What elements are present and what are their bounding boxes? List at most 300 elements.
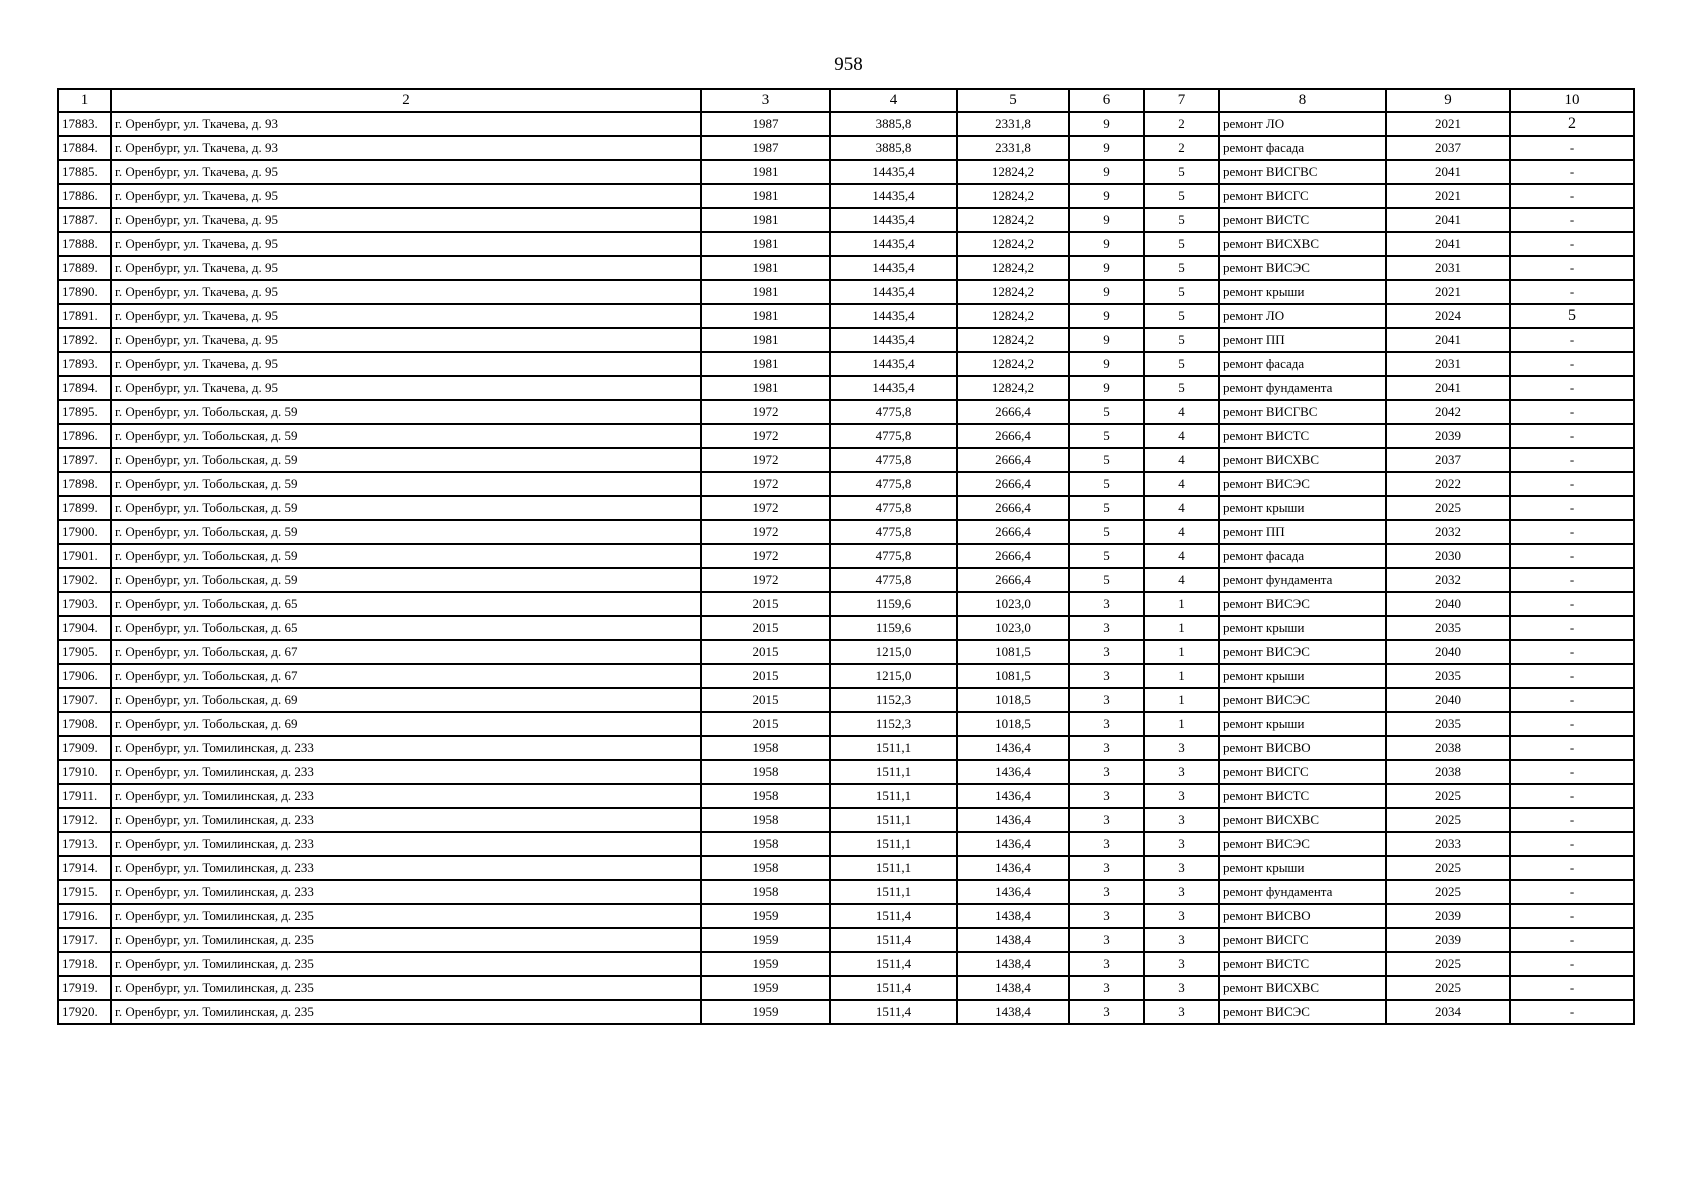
work-type-cell: ремонт ВИСЭС <box>1219 688 1386 712</box>
work-type-cell: ремонт ВИСХВС <box>1219 448 1386 472</box>
year-cell: 1987 <box>701 112 830 136</box>
address-cell: г. Оренбург, ул. Тобольская, д. 59 <box>111 520 701 544</box>
planned-year-cell: 2021 <box>1386 280 1510 304</box>
table-row <box>58 400 1634 424</box>
table-row <box>58 232 1634 256</box>
total-area-cell: 1511,1 <box>830 808 957 832</box>
living-area-cell: 2331,8 <box>957 112 1069 136</box>
column-10-cell: - <box>1510 832 1634 856</box>
total-area-cell: 14435,4 <box>830 304 957 328</box>
total-area-cell: 1511,4 <box>830 1000 957 1024</box>
year-cell: 1958 <box>701 808 830 832</box>
year-cell: 1981 <box>701 232 830 256</box>
total-area-cell: 4775,8 <box>830 400 957 424</box>
entrances-cell: 1 <box>1144 640 1219 664</box>
year-cell: 1981 <box>701 160 830 184</box>
entrances-cell: 3 <box>1144 904 1219 928</box>
row-number: 17915. <box>58 880 111 904</box>
work-type-cell: ремонт фундамента <box>1219 568 1386 592</box>
total-area-cell: 14435,4 <box>830 280 957 304</box>
living-area-cell: 2331,8 <box>957 136 1069 160</box>
entrances-cell: 5 <box>1144 304 1219 328</box>
floors-cell: 3 <box>1069 976 1144 1000</box>
living-area-cell: 1436,4 <box>957 856 1069 880</box>
header-row <box>58 89 1634 112</box>
floors-cell: 3 <box>1069 784 1144 808</box>
living-area-cell: 12824,2 <box>957 160 1069 184</box>
planned-year-cell: 2025 <box>1386 880 1510 904</box>
row-number: 17895. <box>58 400 111 424</box>
address-cell: г. Оренбург, ул. Ткачева, д. 95 <box>111 376 701 400</box>
work-type-cell: ремонт крыши <box>1219 712 1386 736</box>
total-area-cell: 1511,1 <box>830 856 957 880</box>
entrances-cell: 4 <box>1144 544 1219 568</box>
year-cell: 1972 <box>701 544 830 568</box>
year-cell: 2015 <box>701 688 830 712</box>
table-row <box>58 184 1634 208</box>
planned-year-cell: 2039 <box>1386 928 1510 952</box>
address-cell: г. Оренбург, ул. Тобольская, д. 59 <box>111 400 701 424</box>
table-row <box>58 304 1634 328</box>
year-cell: 1958 <box>701 736 830 760</box>
work-type-cell: ремонт крыши <box>1219 856 1386 880</box>
table-row <box>58 520 1634 544</box>
entrances-cell: 3 <box>1144 832 1219 856</box>
work-type-cell: ремонт ВИСЭС <box>1219 592 1386 616</box>
planned-year-cell: 2040 <box>1386 688 1510 712</box>
floors-cell: 3 <box>1069 616 1144 640</box>
address-cell: г. Оренбург, ул. Томилинская, д. 233 <box>111 880 701 904</box>
planned-year-cell: 2041 <box>1386 376 1510 400</box>
column-10-cell: - <box>1510 880 1634 904</box>
living-area-cell: 1436,4 <box>957 880 1069 904</box>
total-area-cell: 4775,8 <box>830 520 957 544</box>
address-cell: г. Оренбург, ул. Тобольская, д. 59 <box>111 472 701 496</box>
table-row <box>58 544 1634 568</box>
planned-year-cell: 2032 <box>1386 520 1510 544</box>
living-area-cell: 12824,2 <box>957 256 1069 280</box>
column-10-cell: - <box>1510 736 1634 760</box>
planned-year-cell: 2025 <box>1386 976 1510 1000</box>
row-number: 17894. <box>58 376 111 400</box>
table-row <box>58 424 1634 448</box>
table-row <box>58 664 1634 688</box>
year-cell: 1958 <box>701 784 830 808</box>
year-cell: 1972 <box>701 496 830 520</box>
table-row <box>58 976 1634 1000</box>
entrances-cell: 5 <box>1144 280 1219 304</box>
planned-year-cell: 2025 <box>1386 496 1510 520</box>
total-area-cell: 1215,0 <box>830 664 957 688</box>
planned-year-cell: 2024 <box>1386 304 1510 328</box>
table-row <box>58 880 1634 904</box>
year-cell: 2015 <box>701 592 830 616</box>
work-type-cell: ремонт фасада <box>1219 136 1386 160</box>
page-number: 958 <box>834 54 863 75</box>
entrances-cell: 1 <box>1144 688 1219 712</box>
column-10-cell: - <box>1510 904 1634 928</box>
entrances-cell: 4 <box>1144 568 1219 592</box>
total-area-cell: 4775,8 <box>830 424 957 448</box>
planned-year-cell: 2033 <box>1386 832 1510 856</box>
total-area-cell: 1511,1 <box>830 832 957 856</box>
total-area-cell: 14435,4 <box>830 184 957 208</box>
column-header: 8 <box>1219 89 1386 112</box>
row-number: 17901. <box>58 544 111 568</box>
living-area-cell: 2666,4 <box>957 568 1069 592</box>
work-type-cell: ремонт ЛО <box>1219 112 1386 136</box>
entrances-cell: 4 <box>1144 472 1219 496</box>
living-area-cell: 2666,4 <box>957 448 1069 472</box>
living-area-cell: 1436,4 <box>957 784 1069 808</box>
living-area-cell: 12824,2 <box>957 280 1069 304</box>
column-10-cell: - <box>1510 472 1634 496</box>
year-cell: 1972 <box>701 400 830 424</box>
planned-year-cell: 2021 <box>1386 112 1510 136</box>
address-cell: г. Оренбург, ул. Томилинская, д. 233 <box>111 784 701 808</box>
living-area-cell: 1081,5 <box>957 640 1069 664</box>
entrances-cell: 3 <box>1144 976 1219 1000</box>
year-cell: 1981 <box>701 376 830 400</box>
total-area-cell: 1511,1 <box>830 760 957 784</box>
row-number: 17907. <box>58 688 111 712</box>
column-10-cell: 2 <box>1510 112 1634 136</box>
table-row <box>58 712 1634 736</box>
living-area-cell: 12824,2 <box>957 232 1069 256</box>
entrances-cell: 3 <box>1144 880 1219 904</box>
floors-cell: 5 <box>1069 424 1144 448</box>
row-number: 17885. <box>58 160 111 184</box>
column-10-cell: - <box>1510 664 1634 688</box>
address-cell: г. Оренбург, ул. Тобольская, д. 67 <box>111 640 701 664</box>
column-10-cell: - <box>1510 952 1634 976</box>
work-type-cell: ремонт ВИСТС <box>1219 952 1386 976</box>
year-cell: 1981 <box>701 352 830 376</box>
floors-cell: 5 <box>1069 544 1144 568</box>
row-number: 17896. <box>58 424 111 448</box>
work-type-cell: ремонт ПП <box>1219 520 1386 544</box>
entrances-cell: 1 <box>1144 592 1219 616</box>
planned-year-cell: 2039 <box>1386 424 1510 448</box>
planned-year-cell: 2031 <box>1386 256 1510 280</box>
entrances-cell: 3 <box>1144 856 1219 880</box>
address-cell: г. Оренбург, ул. Ткачева, д. 95 <box>111 232 701 256</box>
column-10-cell: - <box>1510 208 1634 232</box>
floors-cell: 3 <box>1069 712 1144 736</box>
total-area-cell: 14435,4 <box>830 232 957 256</box>
total-area-cell: 4775,8 <box>830 472 957 496</box>
living-area-cell: 1438,4 <box>957 952 1069 976</box>
column-10-cell: - <box>1510 712 1634 736</box>
planned-year-cell: 2032 <box>1386 568 1510 592</box>
total-area-cell: 1152,3 <box>830 688 957 712</box>
work-type-cell: ремонт крыши <box>1219 496 1386 520</box>
total-area-cell: 4775,8 <box>830 448 957 472</box>
work-type-cell: ремонт ВИСЭС <box>1219 832 1386 856</box>
address-cell: г. Оренбург, ул. Томилинская, д. 235 <box>111 952 701 976</box>
floors-cell: 5 <box>1069 448 1144 472</box>
column-10-cell: - <box>1510 376 1634 400</box>
column-10-cell: - <box>1510 496 1634 520</box>
living-area-cell: 2666,4 <box>957 472 1069 496</box>
floors-cell: 3 <box>1069 880 1144 904</box>
floors-cell: 3 <box>1069 952 1144 976</box>
total-area-cell: 3885,8 <box>830 112 957 136</box>
floors-cell: 3 <box>1069 928 1144 952</box>
year-cell: 1972 <box>701 568 830 592</box>
work-type-cell: ремонт ВИСГС <box>1219 928 1386 952</box>
floors-cell: 9 <box>1069 280 1144 304</box>
table-row <box>58 616 1634 640</box>
table-row <box>58 640 1634 664</box>
address-cell: г. Оренбург, ул. Томилинская, д. 233 <box>111 832 701 856</box>
entrances-cell: 3 <box>1144 784 1219 808</box>
column-header: 9 <box>1386 89 1510 112</box>
total-area-cell: 1215,0 <box>830 640 957 664</box>
column-10-cell: - <box>1510 760 1634 784</box>
entrances-cell: 5 <box>1144 352 1219 376</box>
table-row <box>58 280 1634 304</box>
living-area-cell: 1018,5 <box>957 688 1069 712</box>
entrances-cell: 1 <box>1144 712 1219 736</box>
floors-cell: 9 <box>1069 256 1144 280</box>
living-area-cell: 1438,4 <box>957 904 1069 928</box>
table-row <box>58 928 1634 952</box>
year-cell: 2015 <box>701 664 830 688</box>
column-10-cell: - <box>1510 544 1634 568</box>
table-row <box>58 952 1634 976</box>
entrances-cell: 4 <box>1144 400 1219 424</box>
planned-year-cell: 2035 <box>1386 664 1510 688</box>
floors-cell: 3 <box>1069 832 1144 856</box>
living-area-cell: 12824,2 <box>957 184 1069 208</box>
entrances-cell: 4 <box>1144 424 1219 448</box>
total-area-cell: 1159,6 <box>830 616 957 640</box>
year-cell: 1972 <box>701 472 830 496</box>
row-number: 17903. <box>58 592 111 616</box>
floors-cell: 9 <box>1069 112 1144 136</box>
address-cell: г. Оренбург, ул. Томилинская, д. 235 <box>111 928 701 952</box>
living-area-cell: 1438,4 <box>957 928 1069 952</box>
row-number: 17913. <box>58 832 111 856</box>
work-type-cell: ремонт ПП <box>1219 328 1386 352</box>
floors-cell: 3 <box>1069 808 1144 832</box>
work-type-cell: ремонт фундамента <box>1219 880 1386 904</box>
planned-year-cell: 2038 <box>1386 760 1510 784</box>
total-area-cell: 1511,4 <box>830 952 957 976</box>
row-number: 17889. <box>58 256 111 280</box>
floors-cell: 9 <box>1069 304 1144 328</box>
entrances-cell: 5 <box>1144 208 1219 232</box>
planned-year-cell: 2021 <box>1386 184 1510 208</box>
planned-year-cell: 2025 <box>1386 856 1510 880</box>
address-cell: г. Оренбург, ул. Тобольская, д. 59 <box>111 496 701 520</box>
year-cell: 1981 <box>701 280 830 304</box>
row-number: 17920. <box>58 1000 111 1024</box>
entrances-cell: 3 <box>1144 1000 1219 1024</box>
work-type-cell: ремонт фасада <box>1219 544 1386 568</box>
floors-cell: 3 <box>1069 664 1144 688</box>
table-row <box>58 736 1634 760</box>
column-10-cell: - <box>1510 568 1634 592</box>
row-number: 17908. <box>58 712 111 736</box>
row-number: 17890. <box>58 280 111 304</box>
year-cell: 1959 <box>701 904 830 928</box>
column-10-cell: - <box>1510 592 1634 616</box>
address-cell: г. Оренбург, ул. Ткачева, д. 95 <box>111 352 701 376</box>
row-number: 17916. <box>58 904 111 928</box>
address-cell: г. Оренбург, ул. Ткачева, д. 95 <box>111 208 701 232</box>
work-type-cell: ремонт ВИСВО <box>1219 904 1386 928</box>
floors-cell: 9 <box>1069 136 1144 160</box>
entrances-cell: 3 <box>1144 760 1219 784</box>
entrances-cell: 5 <box>1144 376 1219 400</box>
row-number: 17906. <box>58 664 111 688</box>
column-header: 2 <box>111 89 701 112</box>
row-number: 17910. <box>58 760 111 784</box>
living-area-cell: 12824,2 <box>957 328 1069 352</box>
address-cell: г. Оренбург, ул. Томилинская, д. 233 <box>111 808 701 832</box>
column-10-cell: - <box>1510 136 1634 160</box>
work-type-cell: ремонт ВИСТС <box>1219 424 1386 448</box>
work-type-cell: ремонт ВИСТС <box>1219 784 1386 808</box>
year-cell: 2015 <box>701 640 830 664</box>
column-10-cell: - <box>1510 160 1634 184</box>
entrances-cell: 1 <box>1144 616 1219 640</box>
planned-year-cell: 2041 <box>1386 208 1510 232</box>
table-row <box>58 136 1634 160</box>
table-row <box>58 688 1634 712</box>
column-header: 3 <box>701 89 830 112</box>
table-row <box>58 808 1634 832</box>
work-type-cell: ремонт крыши <box>1219 664 1386 688</box>
table-row <box>58 496 1634 520</box>
work-type-cell: ремонт крыши <box>1219 616 1386 640</box>
entrances-cell: 5 <box>1144 328 1219 352</box>
table-row <box>58 832 1634 856</box>
address-cell: г. Оренбург, ул. Тобольская, д. 65 <box>111 592 701 616</box>
column-10-cell: - <box>1510 184 1634 208</box>
address-cell: г. Оренбург, ул. Ткачева, д. 95 <box>111 256 701 280</box>
floors-cell: 9 <box>1069 352 1144 376</box>
table-row <box>58 112 1634 136</box>
table-row <box>58 472 1634 496</box>
floors-cell: 3 <box>1069 904 1144 928</box>
work-type-cell: ремонт ВИСЭС <box>1219 1000 1386 1024</box>
address-cell: г. Оренбург, ул. Ткачева, д. 95 <box>111 328 701 352</box>
address-cell: г. Оренбург, ул. Ткачева, д. 95 <box>111 304 701 328</box>
floors-cell: 5 <box>1069 496 1144 520</box>
entrances-cell: 3 <box>1144 928 1219 952</box>
floors-cell: 3 <box>1069 688 1144 712</box>
total-area-cell: 1511,1 <box>830 880 957 904</box>
address-cell: г. Оренбург, ул. Тобольская, д. 69 <box>111 688 701 712</box>
row-number: 17883. <box>58 112 111 136</box>
total-area-cell: 4775,8 <box>830 496 957 520</box>
entrances-cell: 5 <box>1144 232 1219 256</box>
column-10-cell: - <box>1510 232 1634 256</box>
row-number: 17884. <box>58 136 111 160</box>
total-area-cell: 1511,4 <box>830 904 957 928</box>
planned-year-cell: 2022 <box>1386 472 1510 496</box>
table-row <box>58 376 1634 400</box>
column-header: 1 <box>58 89 111 112</box>
planned-year-cell: 2039 <box>1386 904 1510 928</box>
total-area-cell: 14435,4 <box>830 208 957 232</box>
floors-cell: 3 <box>1069 856 1144 880</box>
address-cell: г. Оренбург, ул. Томилинская, д. 235 <box>111 904 701 928</box>
year-cell: 1959 <box>701 952 830 976</box>
living-area-cell: 12824,2 <box>957 208 1069 232</box>
floors-cell: 9 <box>1069 160 1144 184</box>
column-header: 4 <box>830 89 957 112</box>
row-number: 17888. <box>58 232 111 256</box>
work-type-cell: ремонт ВИСГС <box>1219 760 1386 784</box>
table-row <box>58 904 1634 928</box>
living-area-cell: 1438,4 <box>957 976 1069 1000</box>
total-area-cell: 14435,4 <box>830 160 957 184</box>
year-cell: 1987 <box>701 136 830 160</box>
living-area-cell: 2666,4 <box>957 496 1069 520</box>
row-number: 17898. <box>58 472 111 496</box>
column-10-cell: - <box>1510 856 1634 880</box>
year-cell: 1958 <box>701 880 830 904</box>
row-number: 17887. <box>58 208 111 232</box>
work-type-cell: ремонт ВИСГВС <box>1219 160 1386 184</box>
table-row <box>58 568 1634 592</box>
entrances-cell: 2 <box>1144 112 1219 136</box>
year-cell: 1959 <box>701 928 830 952</box>
entrances-cell: 5 <box>1144 256 1219 280</box>
floors-cell: 9 <box>1069 208 1144 232</box>
column-10-cell: 5 <box>1510 304 1634 328</box>
column-header: 6 <box>1069 89 1144 112</box>
total-area-cell: 14435,4 <box>830 376 957 400</box>
living-area-cell: 2666,4 <box>957 424 1069 448</box>
living-area-cell: 2666,4 <box>957 400 1069 424</box>
table-row <box>58 352 1634 376</box>
row-number: 17891. <box>58 304 111 328</box>
column-10-cell: - <box>1510 808 1634 832</box>
living-area-cell: 2666,4 <box>957 520 1069 544</box>
living-area-cell: 12824,2 <box>957 352 1069 376</box>
table-row <box>58 784 1634 808</box>
table-row <box>58 1000 1634 1024</box>
planned-year-cell: 2030 <box>1386 544 1510 568</box>
row-number: 17919. <box>58 976 111 1000</box>
total-area-cell: 1511,1 <box>830 736 957 760</box>
living-area-cell: 1436,4 <box>957 808 1069 832</box>
table-row <box>58 448 1634 472</box>
row-number: 17897. <box>58 448 111 472</box>
living-area-cell: 2666,4 <box>957 544 1069 568</box>
work-type-cell: ремонт ВИСЭС <box>1219 256 1386 280</box>
work-type-cell: ремонт фундамента <box>1219 376 1386 400</box>
address-cell: г. Оренбург, ул. Тобольская, д. 59 <box>111 424 701 448</box>
entrances-cell: 4 <box>1144 448 1219 472</box>
work-type-cell: ремонт ЛО <box>1219 304 1386 328</box>
living-area-cell: 1081,5 <box>957 664 1069 688</box>
column-10-cell: - <box>1510 784 1634 808</box>
total-area-cell: 4775,8 <box>830 544 957 568</box>
total-area-cell: 3885,8 <box>830 136 957 160</box>
entrances-cell: 1 <box>1144 664 1219 688</box>
planned-year-cell: 2041 <box>1386 328 1510 352</box>
living-area-cell: 1018,5 <box>957 712 1069 736</box>
table-row <box>58 592 1634 616</box>
address-cell: г. Оренбург, ул. Ткачева, д. 95 <box>111 184 701 208</box>
total-area-cell: 14435,4 <box>830 256 957 280</box>
